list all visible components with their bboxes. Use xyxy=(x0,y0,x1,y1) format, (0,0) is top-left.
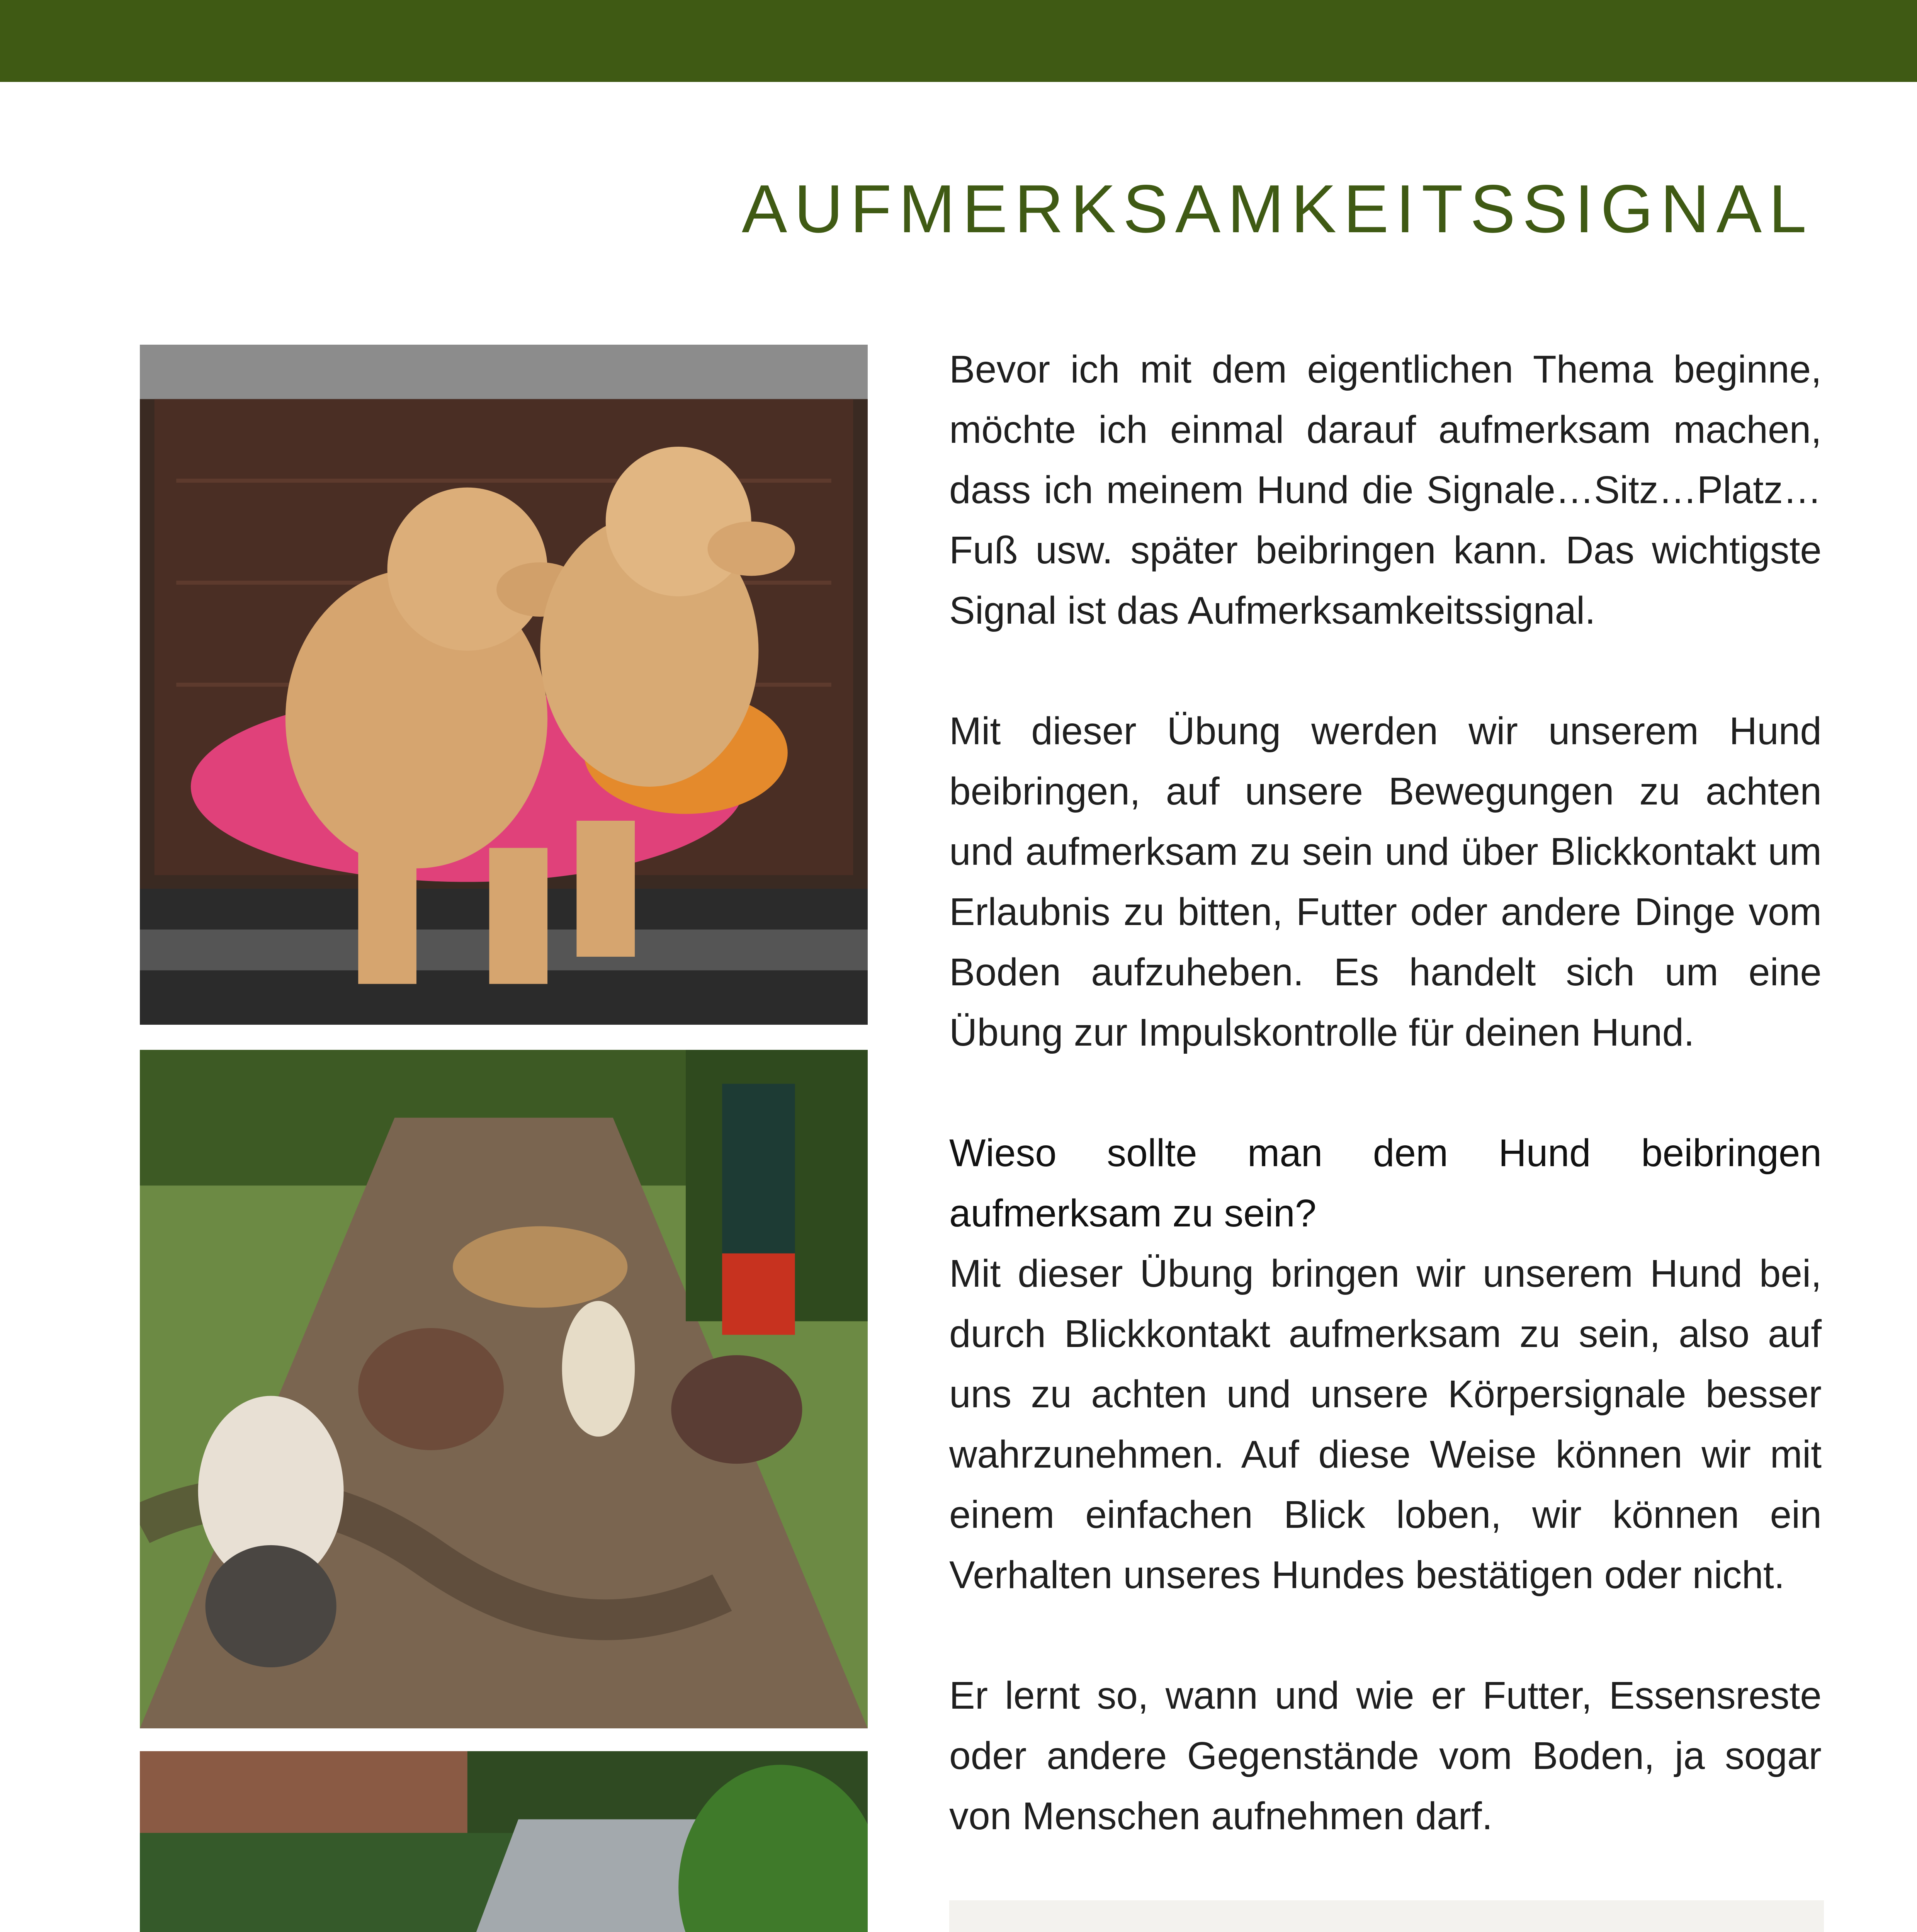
photo-dogs-walking-path xyxy=(140,1050,868,1728)
intro-paragraph: Bevor ich mit dem eigentlichen Thema beginne, möchte ich einmal darauf aufmerksam machen, dass ich meinem Hund die Signale…Sitz…Platz… Fuß usw. später beibringen kann. Das wichtigste Signal ist das Aufmerksamkeitssignal. xyxy=(949,348,1822,632)
page-title: AUFMERKSAMKEITSSIGNAL xyxy=(741,171,1813,247)
body-text-column xyxy=(949,339,1822,1846)
exercise-paragraph: Mit dieser Übung werden wir unserem Hund beibringen, auf unsere Bewegungen zu achten und aufmerksam zu sein und über Blickkontakt um Erlaubnis zu bitten, Futter oder andere Dinge vom Boden aufzuheben. Es handelt sich um eine Übung zur Impulskontrolle für deinen Hund. xyxy=(949,709,1822,1054)
section-subheading: Wieso sollte man dem Hund beibringen aufmerksam zu sein? xyxy=(949,1131,1822,1235)
photo-dogs-in-car-trunk xyxy=(140,345,868,1025)
header-bar xyxy=(0,0,1917,82)
closing-paragraph: Er lernt so, wann und wie er Futter, Essensreste oder andere Gegenstände vom Boden, ja sogar von Menschen aufnehmen darf. xyxy=(949,1674,1822,1838)
photo-man-with-dog-lake xyxy=(949,1900,1824,1932)
photo-dogs-garden-playhouse xyxy=(140,1751,868,1932)
explanation-paragraph: Mit dieser Übung bringen wir unserem Hund bei, durch Blickkontakt aufmerksam zu sein, also auf uns zu achten und unsere Körpersignale besser wahrzunehmen. Auf diese Weise können wir mit einem einfachen Blick loben, wir können ein Verhalten unseres Hundes bestätigen oder nicht. xyxy=(949,1252,1822,1597)
